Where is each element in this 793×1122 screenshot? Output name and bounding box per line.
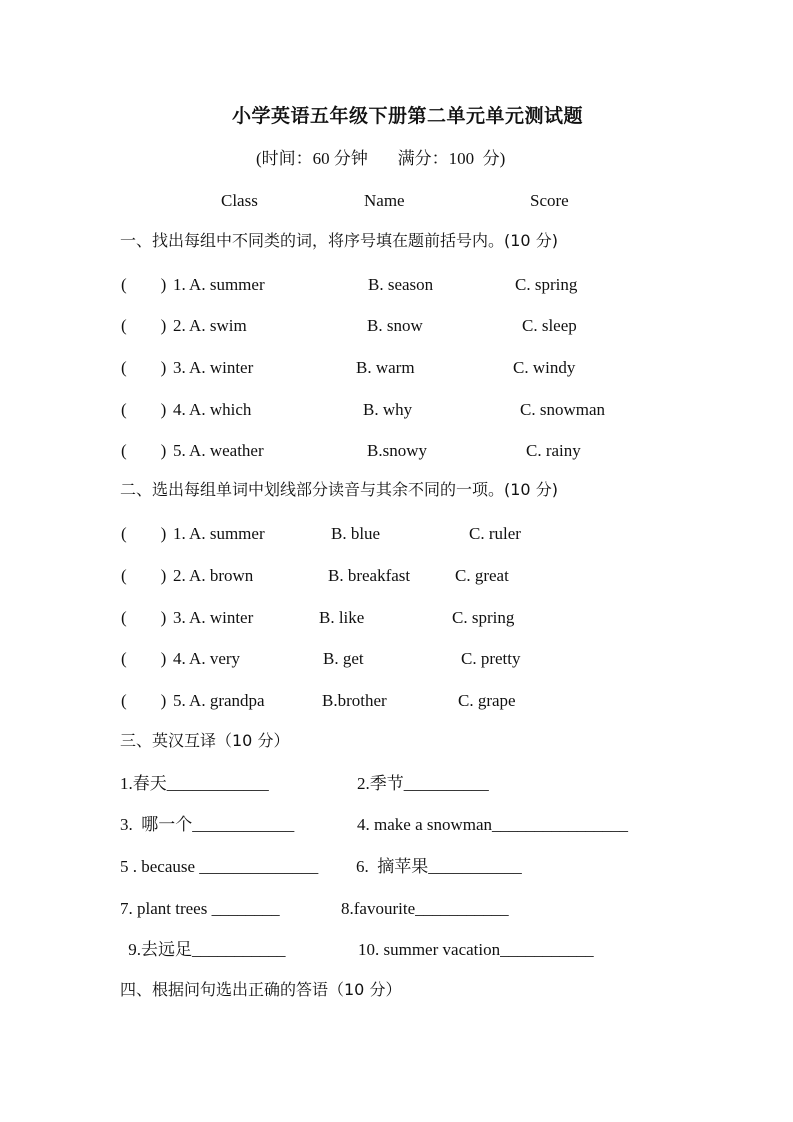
page-title: 小学英语五年级下册第二单元单元测试题 <box>232 105 584 127</box>
translation-item[interactable]: 9.去远足___________ <box>124 940 286 959</box>
option-c: C. windy <box>513 358 576 377</box>
answer-blank[interactable]: ( ) <box>121 566 167 585</box>
option-b: B. season <box>368 275 434 294</box>
answer-blank[interactable]: ( ) <box>121 608 167 627</box>
option-a: 5. A. grandpa <box>173 691 265 710</box>
name-field-label: Name <box>364 191 405 210</box>
exam-meta: (时间：60 分钟 满分：100 分) <box>256 149 506 168</box>
option-a: 4. A. very <box>173 649 241 668</box>
section2-heading: 二、选出每组单词中划线部分读音与其余不同的一项。(10 分) <box>120 480 558 499</box>
answer-blank[interactable]: ( ) <box>121 316 167 335</box>
option-c: C. great <box>455 566 509 585</box>
option-b: B. snow <box>367 316 423 335</box>
option-c: C. spring <box>515 275 578 294</box>
section4-heading: 四、根据问句选出正确的答语（10 分） <box>120 980 402 999</box>
option-a: 3. A. winter <box>173 608 254 627</box>
answer-blank[interactable]: ( ) <box>121 358 167 377</box>
option-a: 1. A. summer <box>173 524 265 543</box>
answer-blank[interactable]: ( ) <box>121 400 167 419</box>
option-a: 2. A. brown <box>173 566 254 585</box>
translation-item[interactable]: 7. plant trees ________ <box>120 899 280 918</box>
class-field-label: Class <box>221 191 258 210</box>
option-c: C. spring <box>452 608 515 627</box>
option-a: 3. A. winter <box>173 358 254 377</box>
option-a: 5. A. weather <box>173 441 264 460</box>
answer-blank[interactable]: ( ) <box>121 524 167 543</box>
option-b: B.snowy <box>367 441 427 460</box>
option-a: 2. A. swim <box>173 316 247 335</box>
translation-item[interactable]: 10. summer vacation___________ <box>358 940 594 959</box>
option-a: 1. A. summer <box>173 275 265 294</box>
translation-item[interactable]: 4. make a snowman________________ <box>357 815 629 834</box>
answer-blank[interactable]: ( ) <box>121 275 167 294</box>
translation-item[interactable]: 6. 摘苹果___________ <box>356 857 522 876</box>
option-c: C. snowman <box>520 400 605 419</box>
option-c: C. ruler <box>469 524 521 543</box>
translation-item[interactable]: 2.季节__________ <box>357 774 489 793</box>
translation-item[interactable]: 3. 哪一个____________ <box>120 815 295 834</box>
option-c: C. sleep <box>522 316 577 335</box>
translation-item[interactable]: 1.春天____________ <box>120 774 269 793</box>
answer-blank[interactable]: ( ) <box>121 441 167 460</box>
answer-blank[interactable]: ( ) <box>121 691 167 710</box>
option-b: B. like <box>319 608 365 627</box>
option-a: 4. A. which <box>173 400 252 419</box>
option-b: B. get <box>323 649 364 668</box>
option-b: B.brother <box>322 691 387 710</box>
answer-blank[interactable]: ( ) <box>121 649 167 668</box>
section1-heading: 一、找出每组中不同类的词，将序号填在题前括号内。(10 分) <box>120 231 558 250</box>
option-b: B. breakfast <box>328 566 411 585</box>
option-b: B. blue <box>331 524 381 543</box>
option-b: B. warm <box>356 358 415 377</box>
score-field-label: Score <box>530 191 569 210</box>
option-c: C. rainy <box>526 441 581 460</box>
translation-item[interactable]: 5 . because ______________ <box>120 857 319 876</box>
section3-heading: 三、英汉互译（10 分） <box>120 731 290 750</box>
option-b: B. why <box>363 400 413 419</box>
translation-item[interactable]: 8.favourite___________ <box>341 899 509 918</box>
option-c: C. pretty <box>461 649 521 668</box>
option-c: C. grape <box>458 691 516 710</box>
